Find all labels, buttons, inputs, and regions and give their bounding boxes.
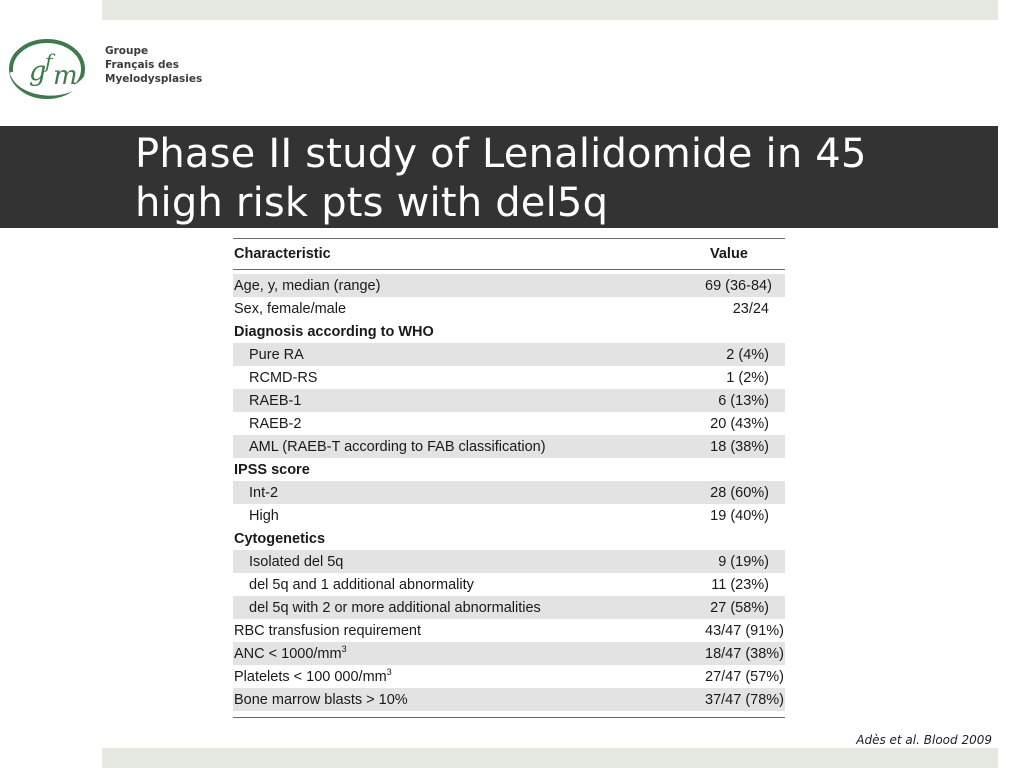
slide-title-line-2: high risk pts with del5q <box>135 180 609 226</box>
row-value: 28 (60%) <box>710 484 769 501</box>
section-label: Diagnosis according to WHO <box>234 323 434 340</box>
row-label: RAEB-1 <box>249 392 302 409</box>
patient-characteristics-table <box>233 238 785 718</box>
svg-text:f: f <box>45 49 53 73</box>
row-label: RBC transfusion requirement <box>234 622 421 639</box>
table-row <box>233 596 785 619</box>
row-label: Platelets < 100 000/mm <box>234 668 387 685</box>
table-header <box>233 239 785 270</box>
title-band <box>0 126 998 228</box>
row-label: Int-2 <box>249 484 279 501</box>
table-row <box>233 619 785 642</box>
bottom-accent-bar <box>102 748 998 768</box>
row-label: del 5q and 1 additional abnormality <box>249 576 474 593</box>
citation-authors: Adès et al. <box>856 733 920 747</box>
row-label: Isolated del 5q <box>249 553 344 570</box>
row-label: RAEB-2 <box>249 415 302 432</box>
citation-journal: Blood 2009 <box>923 733 992 747</box>
row-value: 18/47 (38%) <box>705 645 784 662</box>
gfm-logo <box>8 38 208 100</box>
row-label: High <box>249 507 279 524</box>
table-row <box>233 435 785 458</box>
row-label: del 5q with 2 or more additional abnormalities <box>249 599 541 616</box>
table-row <box>233 412 785 435</box>
row-value: 69 (36-84) <box>705 277 772 294</box>
row-value: 18 (38%) <box>710 438 769 455</box>
row-label-sup: 3 <box>386 666 392 677</box>
row-value: 9 (19%) <box>718 553 769 570</box>
table-row <box>233 481 785 504</box>
row-value: 6 (13%) <box>718 392 769 409</box>
row-label-sup: 3 <box>341 643 347 654</box>
table-section-row <box>233 458 785 481</box>
table-row <box>233 274 785 297</box>
header-characteristic: Characteristic <box>234 246 331 262</box>
table-row <box>233 504 785 527</box>
table-row <box>233 573 785 596</box>
header-value: Value <box>710 246 748 262</box>
row-value: 27 (58%) <box>710 599 769 616</box>
table-row <box>233 297 785 320</box>
table-row <box>233 642 785 665</box>
top-accent-bar <box>102 0 998 20</box>
citation <box>856 733 992 747</box>
table-row <box>233 389 785 412</box>
svg-text:g: g <box>29 56 47 87</box>
logo-text-line: Français des <box>105 59 179 71</box>
row-value: 23/24 <box>732 300 769 317</box>
row-label: Pure RA <box>249 346 304 363</box>
row-value: 37/47 (78%) <box>705 691 784 708</box>
row-label-with-sup <box>233 643 705 662</box>
logo-text <box>105 44 202 86</box>
logo-text-line: Groupe <box>105 45 149 57</box>
table-section-row <box>233 320 785 343</box>
row-value: 27/47 (57%) <box>705 668 784 685</box>
slide-title <box>135 130 995 228</box>
table-row <box>233 688 785 711</box>
row-label: AML (RAEB-T according to FAB classification) <box>249 438 546 455</box>
gfm-logo-icon <box>8 38 94 100</box>
row-value: 19 (40%) <box>710 507 769 524</box>
row-label: Age, y, median (range) <box>234 277 381 294</box>
row-label: RCMD-RS <box>249 369 318 386</box>
table-row <box>233 366 785 389</box>
table-section-row <box>233 527 785 550</box>
section-label: Cytogenetics <box>234 530 326 547</box>
row-value: 20 (43%) <box>710 415 769 432</box>
table-row <box>233 550 785 573</box>
logo-text-line: Myelodysplasies <box>105 73 203 85</box>
row-label-with-sup <box>233 666 705 685</box>
table-row <box>233 665 785 688</box>
row-label: ANC < 1000/mm <box>234 645 342 662</box>
slide-title-line-1: Phase II study of Lenalidomide in 45 <box>135 131 867 177</box>
row-value: 2 (4%) <box>726 346 769 363</box>
section-label: IPSS score <box>234 461 310 478</box>
row-label: Sex, female/male <box>234 300 347 317</box>
row-value: 11 (23%) <box>711 576 769 593</box>
row-label: Bone marrow blasts > 10% <box>234 691 408 708</box>
table-row <box>233 343 785 366</box>
svg-text:m: m <box>53 61 78 91</box>
row-value: 1 (2%) <box>726 369 769 386</box>
row-value: 43/47 (91%) <box>705 622 784 639</box>
